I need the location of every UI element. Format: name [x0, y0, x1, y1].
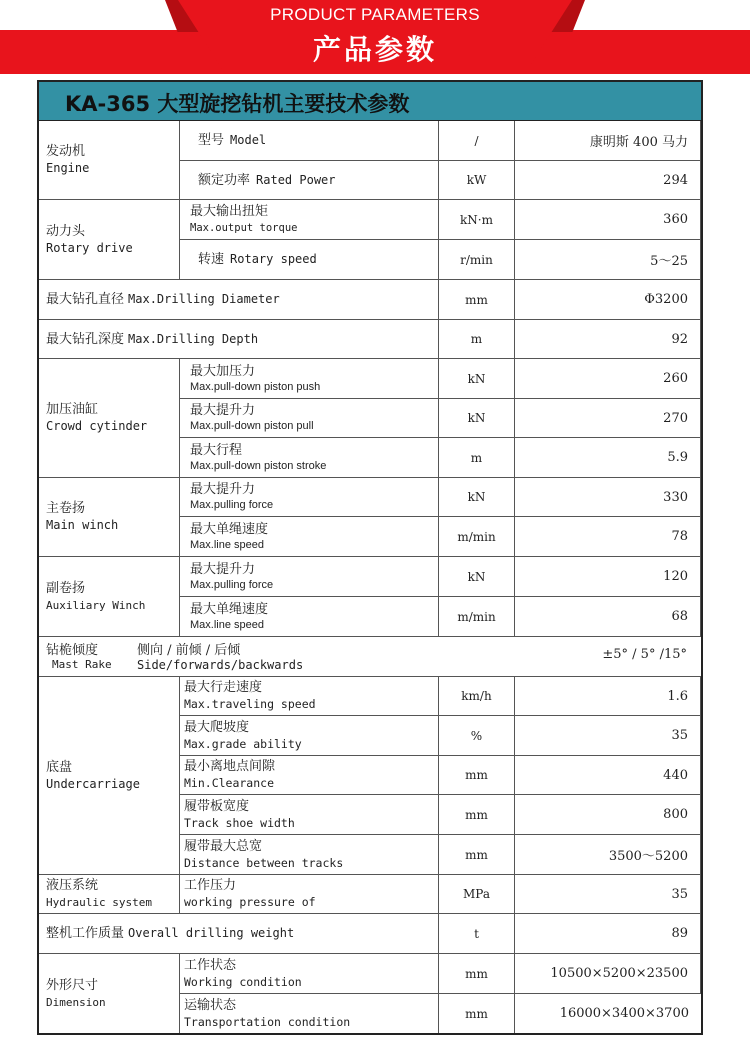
banner-title-zh: 产品参数	[312, 33, 437, 66]
param-label-en: Max.pulling force	[190, 578, 274, 591]
value-cell: 120	[515, 557, 701, 597]
param-grade-ability	[180, 716, 439, 756]
param-label-zh: 最大行走速度	[184, 680, 263, 695]
param-label-en: Transportation condition	[184, 1014, 351, 1029]
param-min-clearance	[180, 756, 439, 795]
param-label-zh: 履带板宽度	[184, 798, 250, 814]
unit-cell: kN	[439, 399, 515, 438]
banner-title-en: PRODUCT PARAMETERS	[270, 5, 480, 24]
group-hydraulic-system	[39, 875, 180, 914]
param-drilling-weight	[39, 914, 439, 954]
unit-cell: /	[439, 121, 515, 161]
group-rotary-drive	[39, 200, 180, 280]
unit-cell: mm	[439, 756, 515, 795]
group-engine	[39, 121, 180, 200]
value-cell: 5～25	[515, 240, 701, 280]
param-label-zh: 整机工作质量	[46, 926, 125, 941]
param-label-zh: 最大单绳速度	[190, 601, 269, 617]
param-label-en: Max.Drilling Diameter	[128, 292, 280, 306]
group-label-zh: 主卷扬	[46, 501, 86, 516]
unit-cell: m/min	[439, 517, 515, 557]
param-working-pressure	[180, 875, 439, 914]
group-label-zh: 副卷扬	[46, 580, 86, 596]
value-cell: 330	[515, 478, 701, 517]
group-label-zh: 外形尺寸	[46, 977, 99, 993]
param-rotary-speed	[180, 240, 439, 280]
unit-cell: m/min	[439, 597, 515, 637]
param-label-en: Distance between tracks	[184, 855, 344, 870]
value-cell: 5.9	[515, 438, 701, 478]
value-cell: 3500～5200	[515, 835, 701, 875]
param-label-zh: 运输状态	[184, 997, 237, 1013]
param-main-line-speed	[180, 517, 439, 557]
param-label-zh: 工作状态	[184, 957, 237, 973]
value-cell: 294	[515, 161, 701, 200]
header-banner	[0, 0, 750, 75]
param-label-zh: 最大输出扭矩	[190, 203, 269, 219]
value-cell: Φ3200	[515, 280, 701, 320]
param-label-zh: 最大行程	[190, 442, 243, 458]
param-label-zh: 最大单绳速度	[190, 521, 269, 537]
value-cell: 康明斯 400 马力	[515, 121, 701, 161]
unit-cell: r/min	[439, 240, 515, 280]
group-label-en: Main winch	[46, 518, 119, 532]
param-label-en: Track shoe width	[184, 815, 295, 830]
group-label-zh: 动力头	[46, 223, 86, 239]
mast-rake-label-en: Mast Rake	[52, 658, 112, 671]
unit-cell: kN	[439, 557, 515, 597]
param-label-en: Overall drilling weight	[128, 926, 295, 940]
param-label-en: Max.pull-down piston push	[190, 380, 321, 393]
mast-rake-value: ±5° / 5° /15°	[602, 647, 687, 662]
value-cell: 16000×3400×3700	[559, 1006, 689, 1021]
unit-cell: kW	[439, 161, 515, 200]
value-cell: 35	[515, 716, 701, 756]
param-label-zh: 最大钻孔直径	[46, 292, 125, 307]
param-label-en: Max.Drilling Depth	[128, 331, 259, 346]
param-label-en: Max.pull-down piston stroke	[190, 459, 327, 472]
group-label-zh: 底盘	[46, 759, 73, 775]
group-label-en: Rotary drive	[46, 240, 133, 255]
param-label-zh: 最大爬坡度	[184, 719, 250, 735]
value-cell: 68	[515, 597, 701, 637]
value-cell: 270	[515, 399, 701, 438]
param-label-zh: 转速	[198, 252, 225, 267]
value-cell: 440	[515, 756, 701, 795]
param-engine-model	[180, 121, 439, 161]
value-cell: 78	[515, 517, 701, 557]
param-pulldown-push	[180, 359, 439, 399]
param-mast-rake	[39, 637, 701, 677]
param-label-en: Max.line speed	[190, 538, 264, 551]
param-transport-condition	[180, 994, 439, 1033]
param-track-distance	[180, 835, 439, 875]
value-cell: 92	[515, 320, 701, 359]
unit-cell: mm	[439, 795, 515, 835]
value-cell: 10500×5200×23500	[515, 954, 701, 994]
param-label-en: working pressure of	[184, 895, 316, 909]
param-label-zh: 履带最大总宽	[184, 838, 263, 854]
group-label-en: Undercarriage	[46, 776, 140, 791]
param-label-en: Max.output torque	[190, 221, 298, 234]
param-main-pulling-force	[180, 478, 439, 517]
unit-cell: mm	[439, 835, 515, 875]
param-label-zh: 最大提升力	[190, 403, 256, 418]
param-label-en: Min.Clearance	[184, 776, 275, 790]
value-cell: 35	[515, 875, 701, 914]
param-label-en: Rated Power	[256, 172, 336, 187]
table-title-bar	[39, 82, 701, 121]
unit-cell: kN	[439, 359, 515, 399]
param-label-zh: 最小离地点间隙	[184, 759, 276, 774]
param-pulldown-pull	[180, 399, 439, 438]
group-label-en: Hydraulic system	[46, 896, 152, 909]
param-label-en: Max.line speed	[190, 618, 264, 631]
unit-cell: km/h	[439, 677, 515, 716]
param-traveling-speed	[180, 677, 439, 716]
unit-cell: m	[439, 438, 515, 478]
param-label-en: Working condition	[184, 974, 302, 989]
group-label-en: Crowd cytinder	[46, 419, 148, 433]
group-label-en: Auxiliary Winch	[46, 598, 146, 612]
param-track-shoe-width	[180, 795, 439, 835]
param-label-en: Max.traveling speed	[184, 697, 316, 711]
value-cell: 89	[515, 914, 701, 954]
group-auxiliary-winch	[39, 557, 180, 637]
mast-rake-detail-zh: 侧向 / 前倾 / 后倾	[137, 643, 241, 658]
unit-cell: mm	[439, 954, 515, 994]
group-label-zh: 液压系统	[46, 878, 99, 893]
param-working-condition	[180, 954, 439, 994]
param-label-zh: 最大提升力	[190, 561, 256, 577]
unit-cell: MPa	[439, 875, 515, 914]
param-label-en: Max.grade ability	[184, 736, 302, 751]
param-aux-line-speed	[180, 597, 439, 637]
group-label-zh: 发动机	[46, 144, 86, 159]
group-main-winch	[39, 478, 180, 557]
unit-cell: %	[439, 716, 515, 756]
param-label-en: Rotary speed	[230, 252, 317, 266]
param-drilling-depth	[39, 320, 439, 359]
param-label-zh: 工作压力	[184, 878, 237, 893]
param-label-zh: 额定功率	[198, 172, 251, 188]
param-label-zh: 型号	[198, 133, 225, 148]
unit-cell: mm	[439, 280, 515, 320]
unit-cell: t	[439, 914, 515, 954]
mast-rake-label-zh: 钻桅倾度	[46, 643, 99, 658]
group-label-en: Engine	[46, 161, 90, 175]
param-label-zh: 最大钻孔深度	[46, 331, 125, 347]
value-cell: 800	[515, 795, 701, 835]
group-label-zh: 加压油缸	[46, 402, 99, 417]
param-label-zh: 最大提升力	[190, 482, 256, 497]
param-output-torque	[180, 200, 439, 240]
unit-cell: kN·m	[439, 200, 515, 240]
value-cell: 360	[515, 200, 701, 240]
param-label-en: Max.pull-down piston pull	[190, 420, 314, 432]
unit-cell: kN	[439, 478, 515, 517]
param-label-en: Max.pulling force	[190, 499, 274, 511]
param-aux-pulling-force	[180, 557, 439, 597]
value-cell: 1.6	[515, 677, 701, 716]
param-label-en: Model	[230, 133, 267, 147]
mast-rake-detail-en: Side/forwards/backwards	[137, 658, 304, 672]
unit-cell: mm	[439, 994, 515, 1033]
group-label-en: Dimension	[46, 995, 106, 1009]
value-cell: 260	[515, 359, 701, 399]
unit-cell: m	[439, 320, 515, 359]
group-dimension	[39, 954, 180, 1033]
param-rated-power	[180, 161, 439, 200]
group-crowd-cylinder	[39, 359, 180, 478]
group-undercarriage	[39, 677, 180, 875]
param-label-zh: 最大加压力	[190, 363, 256, 379]
param-drilling-diameter	[39, 280, 439, 320]
param-pulldown-stroke	[180, 438, 439, 478]
table-title: KA-365 大型旋挖钻机主要技术参数	[65, 92, 410, 116]
